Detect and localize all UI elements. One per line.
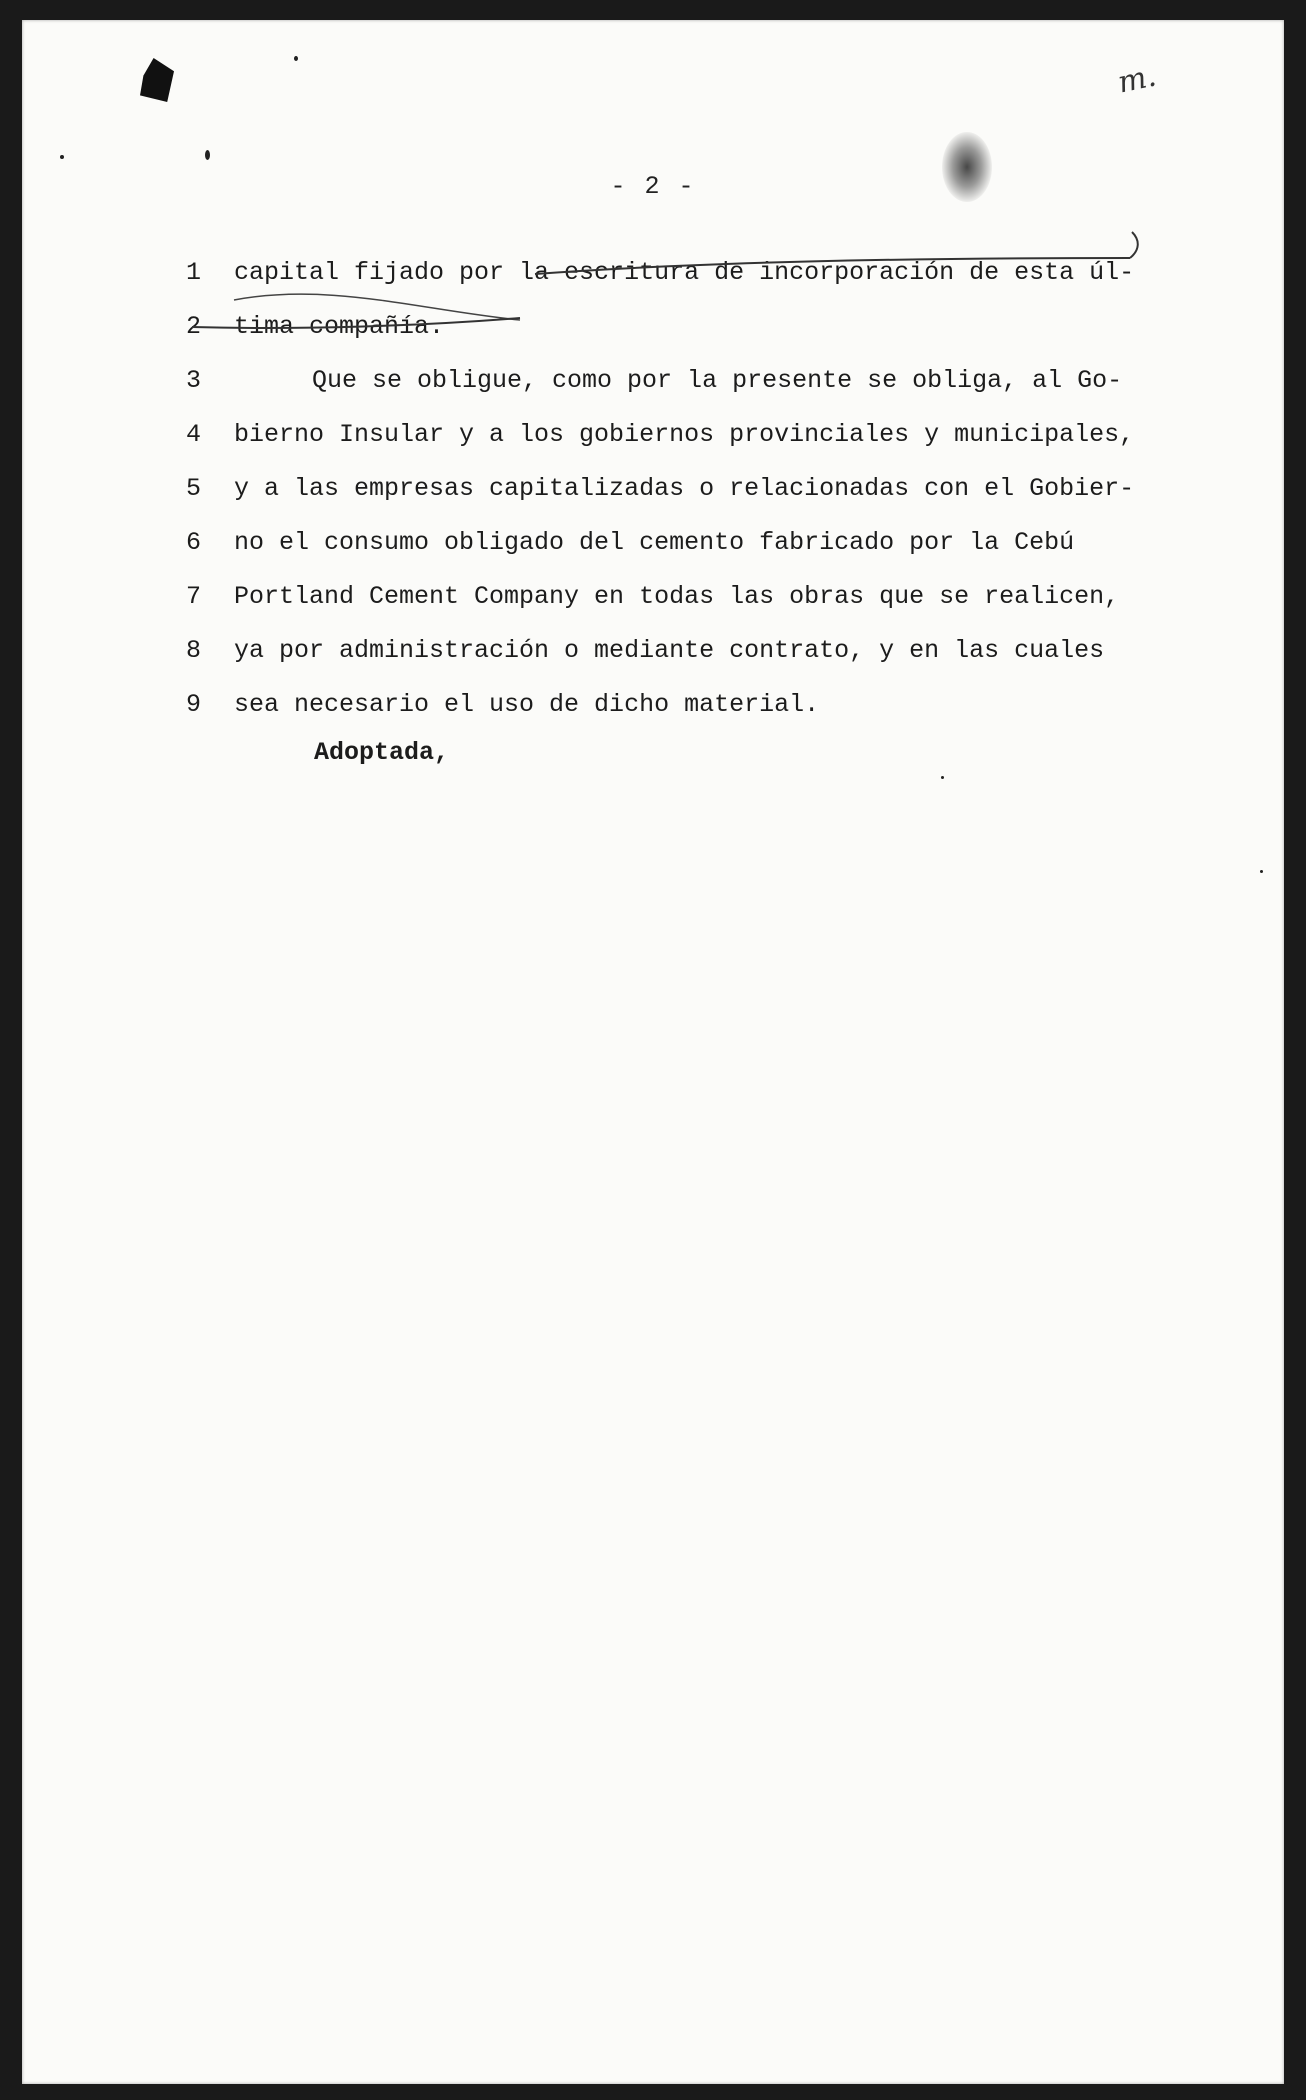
text-line xyxy=(0,690,1306,730)
line-number: 3 xyxy=(186,366,202,395)
line-text: tima compañía. xyxy=(234,312,445,341)
torn-corner xyxy=(140,58,174,102)
ink-speck xyxy=(941,776,944,779)
text-line xyxy=(0,258,1306,298)
margin-initials: m. xyxy=(1114,58,1160,101)
text-line xyxy=(0,366,1306,406)
ink-speck xyxy=(1260,870,1263,873)
line-text: ya por administración o mediante contrato, y en las cuales xyxy=(234,636,1105,665)
text-line xyxy=(0,528,1306,568)
line-number: 8 xyxy=(186,636,202,665)
ink-speck xyxy=(60,155,64,159)
line-text: Portland Cement Company en todas las obras que se realicen, xyxy=(234,582,1120,611)
line-number: 9 xyxy=(186,690,202,719)
text-line xyxy=(0,474,1306,514)
line-text: y a las empresas capitalizadas o relacionadas con el Gobier- xyxy=(234,474,1135,503)
text-line xyxy=(0,420,1306,460)
line-text: bierno Insular y a los gobiernos provinciales y municipales, xyxy=(234,420,1135,449)
line-text: no el consumo obligado del cemento fabricado por la Cebú xyxy=(234,528,1075,557)
text-line xyxy=(0,582,1306,622)
line-number: 6 xyxy=(186,528,202,557)
line-text: sea necesario el uso de dicho material. xyxy=(234,690,820,719)
line-number: 7 xyxy=(186,582,202,611)
line-number: 5 xyxy=(186,474,202,503)
text-line xyxy=(0,636,1306,676)
text-line xyxy=(0,312,1306,352)
line-number: 2 xyxy=(186,312,202,341)
line-number: 1 xyxy=(186,258,202,287)
line-text: capital fijado por la escritura de incorporación de esta úl- xyxy=(234,258,1135,287)
line-text: Que se obligue, como por la presente se obliga, al Go- xyxy=(312,366,1123,395)
line-number: 4 xyxy=(186,420,202,449)
ink-speck xyxy=(205,150,210,160)
ink-speck xyxy=(294,56,298,61)
closing-word: Adoptada, xyxy=(314,738,450,767)
page-number: - 2 - xyxy=(610,172,696,201)
